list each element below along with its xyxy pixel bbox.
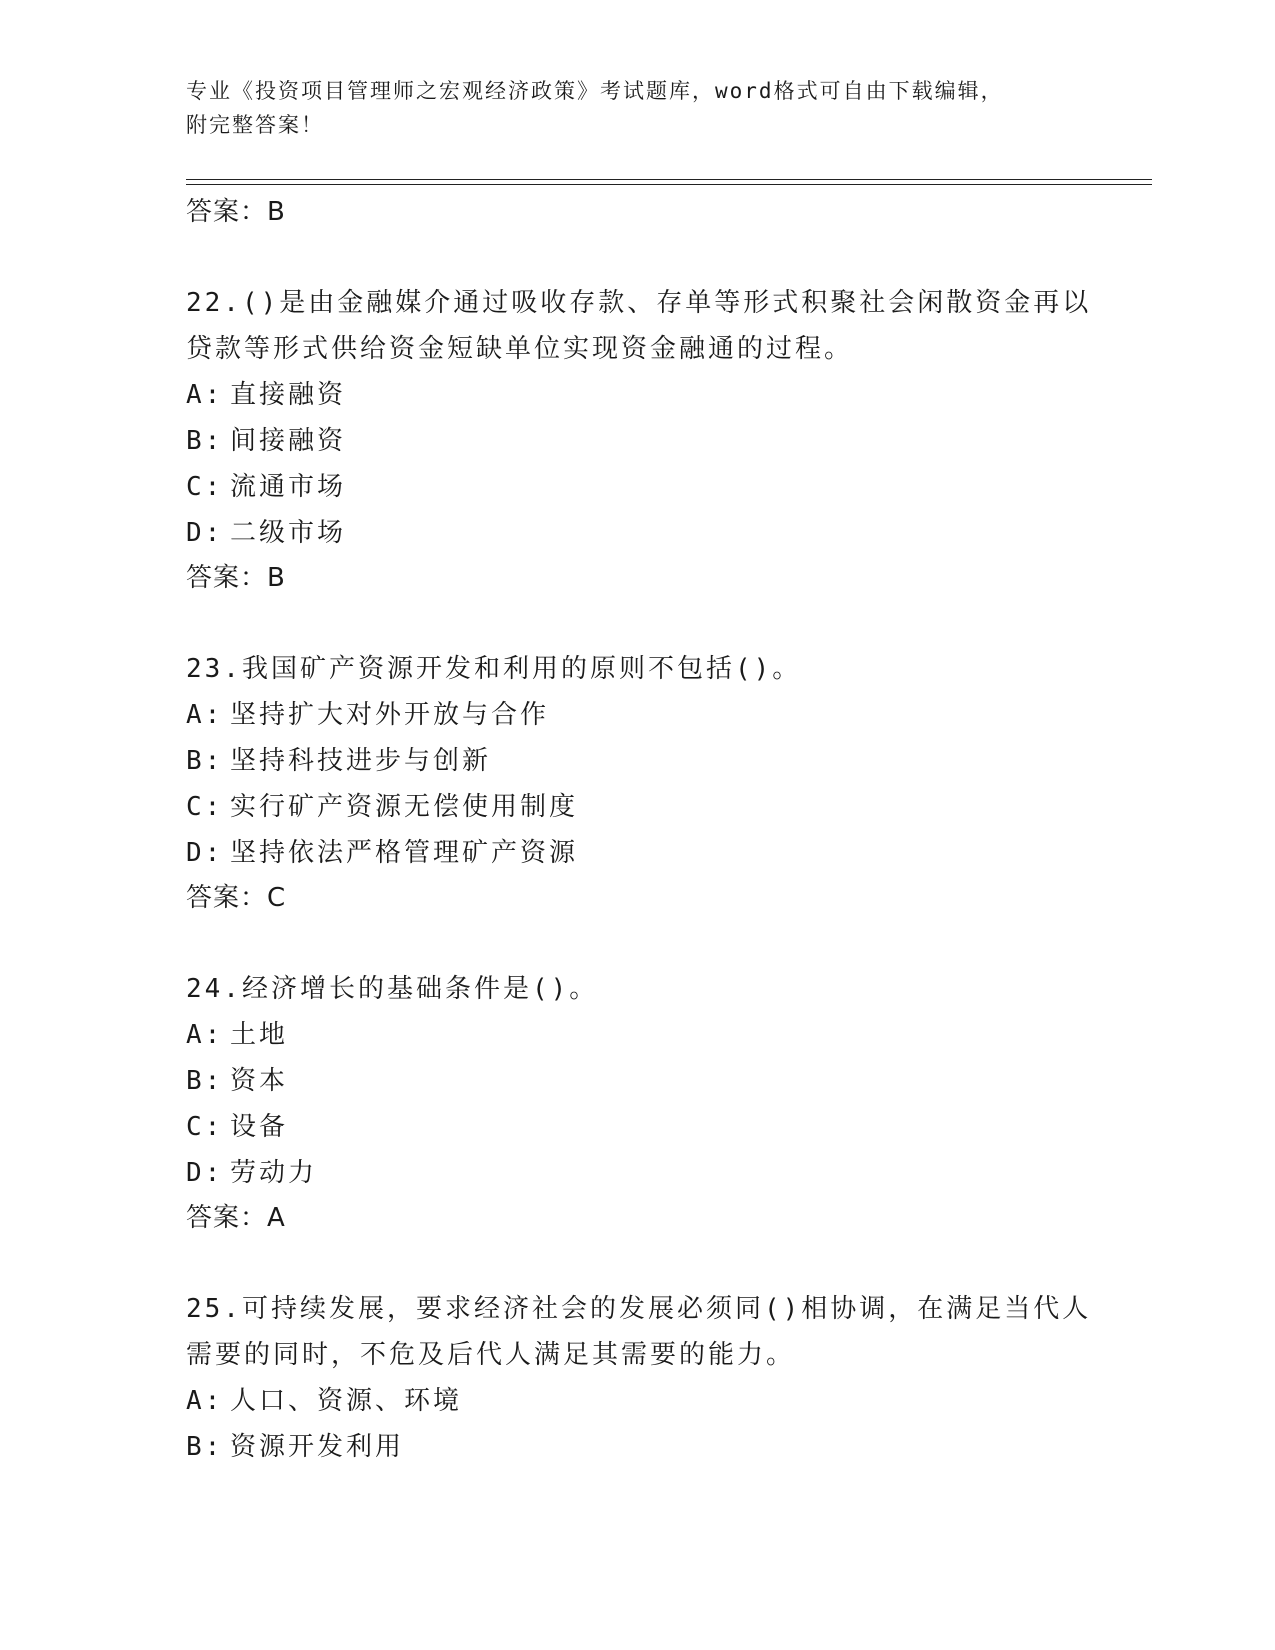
option-text: 二级市场 — [230, 518, 347, 548]
question-item — [186, 646, 1146, 966]
header-divider-bottom — [186, 184, 1152, 185]
option-letter: A: — [186, 700, 224, 730]
option-letter: B: — [186, 1066, 224, 1096]
answer-line: 答案：A — [186, 1203, 286, 1233]
header-divider-top — [186, 179, 1152, 180]
document-header — [186, 74, 1086, 142]
question-item — [186, 280, 1146, 646]
answer-line: 答案：B — [186, 563, 286, 593]
option-letter: C: — [186, 792, 224, 822]
question-item — [186, 1286, 1146, 1470]
question-stem: 需要的同时，不危及后代人满足其需要的能力。 — [186, 1340, 796, 1370]
option-text: 资本 — [230, 1066, 289, 1096]
question-stem: 23.我国矿产资源开发和利用的原则不包括()。 — [186, 654, 802, 684]
option-letter: D: — [186, 1158, 224, 1188]
header-line-2: 附完整答案！ — [186, 113, 324, 137]
option-d — [186, 510, 1146, 556]
option-letter: C: — [186, 1112, 224, 1142]
option-letter: A: — [186, 1386, 224, 1416]
option-text: 直接融资 — [230, 380, 347, 410]
option-a — [186, 372, 1146, 418]
option-letter: A: — [186, 1020, 224, 1050]
option-letter: B: — [186, 1432, 224, 1462]
option-letter: A: — [186, 380, 224, 410]
option-b — [186, 1424, 1146, 1470]
answer-line: 答案：C — [186, 883, 287, 913]
question-stem: 贷款等形式供给资金短缺单位实现资金融通的过程。 — [186, 334, 854, 364]
option-text: 劳动力 — [230, 1158, 318, 1188]
option-a — [186, 1012, 1146, 1058]
option-text: 坚持扩大对外开放与合作 — [230, 700, 550, 730]
option-text: 坚持科技进步与创新 — [230, 746, 492, 776]
option-text: 人口、资源、环境 — [230, 1386, 463, 1416]
option-d — [186, 1150, 1146, 1196]
option-text: 设备 — [230, 1112, 289, 1142]
question-stem: 25.可持续发展，要求经济社会的发展必须同()相协调，在满足当代人 — [186, 1294, 1092, 1324]
option-letter: C: — [186, 472, 224, 502]
question-item — [186, 966, 1146, 1286]
option-d — [186, 830, 1146, 876]
option-c — [186, 1104, 1146, 1150]
option-letter: D: — [186, 838, 224, 868]
question-stem: 24.经济增长的基础条件是()。 — [186, 974, 599, 1004]
option-letter: B: — [186, 746, 224, 776]
option-c — [186, 784, 1146, 830]
option-c — [186, 464, 1146, 510]
option-text: 资源开发利用 — [230, 1432, 405, 1462]
question-stem: 22.()是由金融媒介通过吸收存款、存单等形式积聚社会闲散资金再以 — [186, 288, 1092, 318]
option-text: 流通市场 — [230, 472, 347, 502]
option-b — [186, 418, 1146, 464]
option-a — [186, 692, 1146, 738]
option-letter: B: — [186, 426, 224, 456]
option-b — [186, 1058, 1146, 1104]
option-a — [186, 1378, 1146, 1424]
option-text: 土地 — [230, 1020, 289, 1050]
option-text: 坚持依法严格管理矿产资源 — [230, 838, 579, 868]
answer-line: 答案：B — [186, 197, 286, 227]
question-list — [186, 190, 1146, 1470]
option-text: 实行矿产资源无偿使用制度 — [230, 792, 579, 822]
option-text: 间接融资 — [230, 426, 347, 456]
option-b — [186, 738, 1146, 784]
header-line-1: 专业《投资项目管理师之宏观经济政策》考试题库，word格式可自由下载编辑， — [186, 79, 1004, 103]
option-letter: D: — [186, 518, 224, 548]
